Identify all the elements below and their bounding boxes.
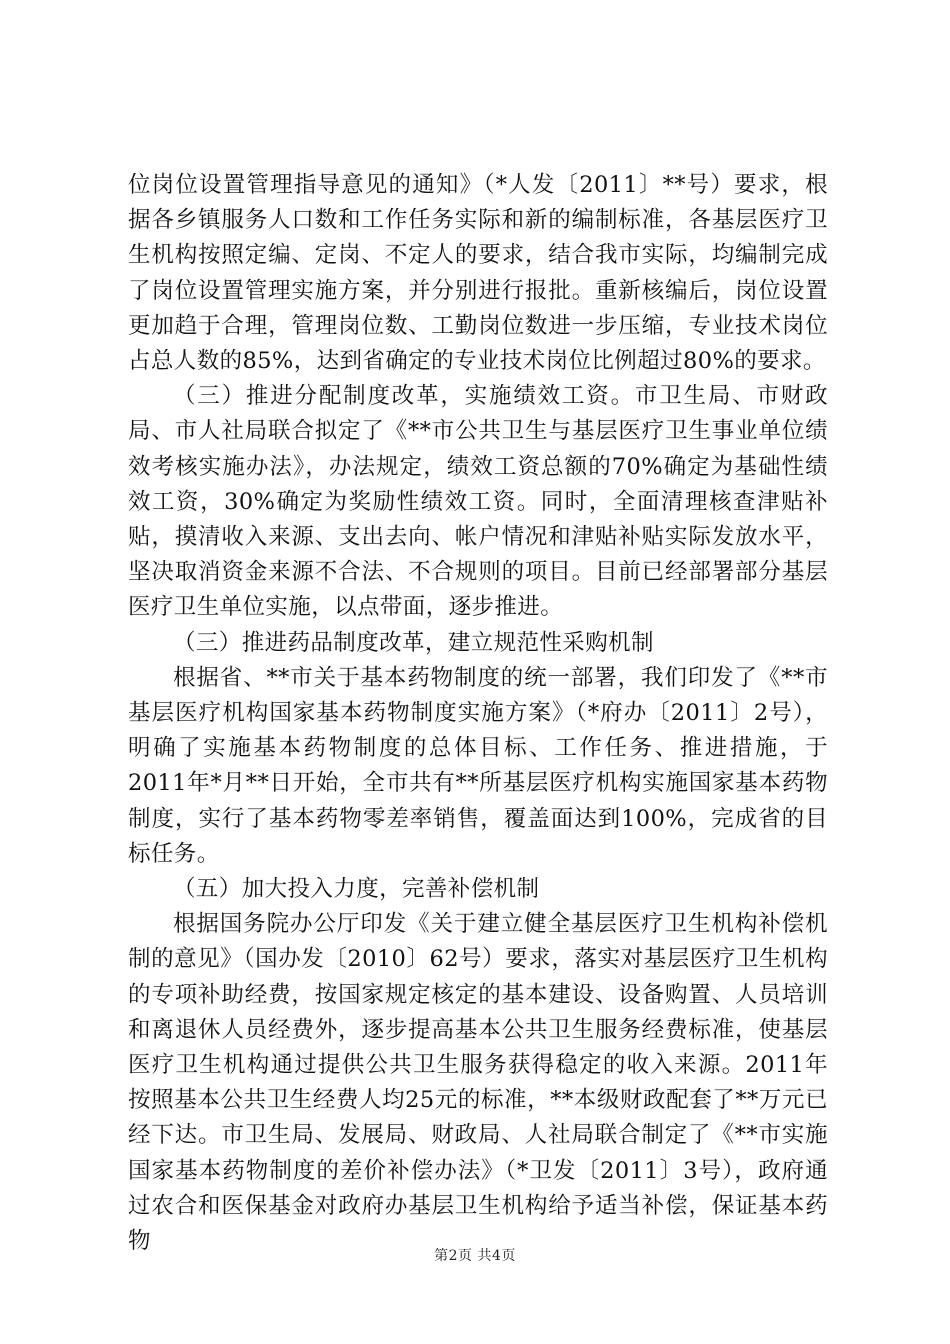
paragraph-continued: 位岗位设置管理指导意见的通知》（*人发〔2011〕**号）要求，根据各乡镇服务人口数和工作任务实际和新的编制标准，各基层医疗卫生机构按照定编、定岗、不定人的要求，结合我市实际，均编制完成了岗位设置管理实施方案，并分别进行报批。重新核编后，岗位设置更加趋于合理，管理岗位数、工勤岗位数进一步压缩，专业技术岗位占总人数的85%，达到省确定的专业技术岗位比例超过80%的要求。 [128,172,828,375]
paragraph-compensation: 根据国务院办公厅印发《关于建立健全基层医疗卫生机构补偿机制的意见》（国办发〔2010〕62号）要求，落实对基层医疗卫生机构的专项补助经费，按国家规定核定的基本建设、设备购置、人员培训和离退休人员经费外，逐步提高基本公共卫生服务经费标准，使基层医疗卫生机构通过提供公共卫生服务获得稳定的收入来源。2011年按照基本公共卫生经费人均25元的标准，**本级财政配套了**万元已经下达。市卫生局、发展局、财政局、人社局联合制定了《**市实施国家基本药物制度的差价补偿办法》（*卫发〔2011〕3号），政府通过农合和医保基金对政府办基层卫生机构给予适当补偿，保证基本药物 [128,911,828,1255]
document-body [128,168,828,1259]
heading-drug-reform: （三）推进药品制度改革，建立规范性采购机制 [173,629,654,656]
page-footer: 第2页 共4页 [434,1248,516,1264]
heading-compensation: （五）加大投入力度，完善补偿机制 [173,876,540,903]
paragraph-essential-drugs: 根据省、**市关于基本药物制度的统一部署，我们印发了《**市基层医疗机构国家基本药物制度实施方案》（*府办〔2011〕2号），明确了实施基本药物制度的总体目标、工作任务、推进措施，于2011年*月**日开始，全市共有**所基层医疗机构实施国家基本药物制度，实行了基本药物零差率销售，覆盖面达到100%，完成省的目标任务。 [128,664,828,867]
paragraph-distribution-reform: （三）推进分配制度改革，实施绩效工资。市卫生局、市财政局、市人社局联合拟定了《**市公共卫生与基层医疗卫生事业单位绩效考核实施办法》，办法规定，绩效工资总额的70%确定为基础性绩效工资，30%确定为奖励性绩效工资。同时，全面清理核查津贴补贴，摸清收入来源、支出去向、帐户情况和津贴补贴实际发放水平，坚决取消资金来源不合法、不合规则的项目。目前已经部署部分基层医疗卫生单位实施，以点带面，逐步推进。 [128,383,828,621]
